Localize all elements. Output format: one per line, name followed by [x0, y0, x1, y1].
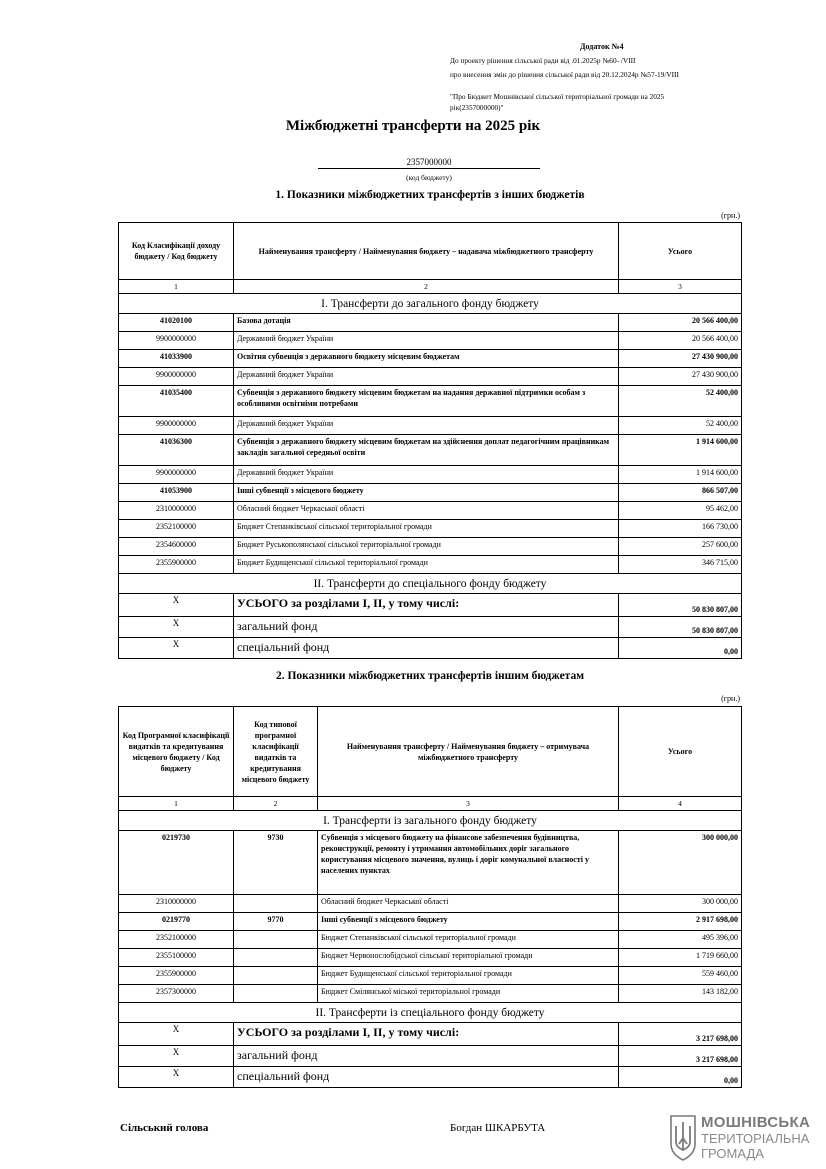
table-row	[119, 484, 742, 502]
table-row	[119, 417, 742, 435]
page-title: Міжбюджетні трансферти на 2025 рік	[285, 118, 541, 134]
header-line-4: рік(2357000000)"	[450, 103, 504, 112]
t2-part1-header: I. Трансферти із загального фонду бюджету	[119, 811, 742, 831]
total-value: 50 830 807,00	[619, 617, 742, 638]
row-name: Обласний бюджет Черкаської області	[234, 502, 619, 520]
table-row	[119, 931, 742, 949]
row-code: 2352100000	[119, 520, 234, 538]
row-total: 559 460,00	[619, 967, 742, 985]
table-row	[119, 386, 742, 417]
row-code: 41033900	[119, 350, 234, 368]
total-value: 3 217 698,00	[619, 1046, 742, 1067]
table-row	[119, 368, 742, 386]
incoming-transfers-table	[118, 222, 742, 659]
t1-part1-header: I. Трансферти до загального фонду бюджету	[119, 294, 742, 314]
t2-colnum: 3	[318, 797, 619, 811]
total-row	[119, 1067, 742, 1088]
section2-title: 2. Показники міжбюджетних трансфертів іншим бюджетам	[275, 670, 585, 682]
total-value: 0,00	[619, 638, 742, 659]
row-program-code: 2357300000	[119, 985, 234, 1003]
t2-colnum: 1	[119, 797, 234, 811]
row-name: Бюджет Будищенської сільської територіальної громади	[234, 556, 619, 574]
header-line-2: про внесення змін до рішення сільської ради від 20.12.2024р №57-19/VIII	[450, 70, 679, 79]
budget-code-caption: (код бюджету)	[406, 173, 452, 182]
table-row	[119, 967, 742, 985]
row-code: 2355900000	[119, 556, 234, 574]
row-total: 166 730,00	[619, 520, 742, 538]
row-total: 866 507,00	[619, 484, 742, 502]
row-name: Бюджет Степанківської сільської територіальної громади	[234, 520, 619, 538]
table-row	[119, 949, 742, 967]
row-name: Бюджет Руськополянської сільської територіальної громади	[234, 538, 619, 556]
row-type-code	[234, 895, 318, 913]
row-total: 143 182,00	[619, 985, 742, 1003]
total-x: X	[119, 617, 234, 638]
row-total: 27 430 900,00	[619, 350, 742, 368]
table-row	[119, 502, 742, 520]
t1-part2-header: II. Трансферти до спеціального фонду бюджету	[119, 574, 742, 594]
row-total: 1 914 600,00	[619, 466, 742, 484]
row-total: 257 600,00	[619, 538, 742, 556]
total-x: X	[119, 1046, 234, 1067]
row-name: Державний бюджет України	[234, 466, 619, 484]
logo-line-2: ТЕРИТОРІАЛЬНА	[701, 1131, 810, 1146]
row-total: 300 000,00	[619, 831, 742, 895]
row-name: Субвенція з державного бюджету місцевим бюджетам на здійснення доплат педагогічним працівникам закладів загальної середньої освіти	[234, 435, 619, 466]
trident-icon	[668, 1114, 698, 1162]
part2-row	[119, 1003, 742, 1023]
row-total: 495 396,00	[619, 931, 742, 949]
annex-label: Додаток №4	[580, 42, 624, 51]
total-label: спеціальний фонд	[234, 1067, 619, 1088]
row-code: 41035400	[119, 386, 234, 417]
total-row	[119, 617, 742, 638]
section2-unit: (грн.)	[721, 694, 740, 703]
row-type-code: 9770	[234, 913, 318, 931]
total-value: 3 217 698,00	[619, 1023, 742, 1046]
table-row	[119, 314, 742, 332]
table-row	[119, 895, 742, 913]
total-row	[119, 638, 742, 659]
outgoing-transfers-table	[118, 706, 742, 1088]
total-label: загальний фонд	[234, 1046, 619, 1067]
row-name: Субвенція з місцевого бюджету на фінансове забезпечення будівництва, реконструкції, ремонту і утримання автомобільних доріг загального користування місцевого значення, вулиць і доріг комунальної власності у населених пунктах	[318, 831, 619, 895]
budget-code: 2357000000	[318, 157, 540, 169]
row-code: 9900000000	[119, 332, 234, 350]
row-code: 2310000000	[119, 502, 234, 520]
total-x: X	[119, 1023, 234, 1046]
row-total: 2 917 698,00	[619, 913, 742, 931]
row-name: Бюджет Смілянської міської територіальної громади	[318, 985, 619, 1003]
table-row	[119, 435, 742, 466]
t2-header-name: Найменування трансферту / Найменування бюджету – отримувача міжбюджетного трансферту	[318, 707, 619, 797]
row-name: Інші субвенції з місцевого бюджету	[234, 484, 619, 502]
t1-colnum: 2	[234, 280, 619, 294]
table-row	[119, 538, 742, 556]
signature-position: Сільський голова	[120, 1122, 209, 1134]
row-total: 300 000,00	[619, 895, 742, 913]
row-type-code	[234, 931, 318, 949]
total-x: X	[119, 594, 234, 617]
row-code: 9900000000	[119, 417, 234, 435]
table-row	[119, 466, 742, 484]
total-row	[119, 594, 742, 617]
t2-part2-header: II. Трансферти із спеціального фонду бюджету	[119, 1003, 742, 1023]
section1-unit: (грн.)	[721, 211, 740, 220]
row-total: 20 566 400,00	[619, 332, 742, 350]
row-total: 1 914 600,00	[619, 435, 742, 466]
t1-header-code: Код Класифікації доходу бюджету / Код бюджету	[119, 223, 234, 280]
row-name: Державний бюджет України	[234, 332, 619, 350]
total-x: X	[119, 1067, 234, 1088]
t2-header-total: Усього	[619, 707, 742, 797]
row-program-code: 0219730	[119, 831, 234, 895]
row-program-code: 0219770	[119, 913, 234, 931]
total-label: УСЬОГО за розділами I, II, у тому числі:	[234, 1023, 619, 1046]
t1-colnum: 3	[619, 280, 742, 294]
row-type-code	[234, 985, 318, 1003]
row-total: 52 400,00	[619, 417, 742, 435]
total-label: спеціальний фонд	[234, 638, 619, 659]
t2-header-type-code: Код типової програмної класифікації видатків та кредитування місцевого бюджету	[234, 707, 318, 797]
row-total: 95 462,00	[619, 502, 742, 520]
row-type-code: 9730	[234, 831, 318, 895]
total-value: 0,00	[619, 1067, 742, 1088]
total-row	[119, 1046, 742, 1067]
row-type-code	[234, 949, 318, 967]
row-name: Субвенція з державного бюджету місцевим бюджетам на надання державної підтримки особам з особливими освітніми потребами	[234, 386, 619, 417]
table-row	[119, 332, 742, 350]
row-name: Обласний бюджет Черкаської області	[318, 895, 619, 913]
table-row	[119, 556, 742, 574]
row-code: 9900000000	[119, 368, 234, 386]
section1-title: 1. Показники міжбюджетних трансфертів з інших бюджетів	[275, 189, 585, 201]
header-line-3: "Про Бюджет Мошнівської сільської територіальної громади на 2025	[450, 92, 665, 101]
row-type-code	[234, 967, 318, 985]
table-row	[119, 520, 742, 538]
row-program-code: 2355100000	[119, 949, 234, 967]
total-value: 50 830 807,00	[619, 594, 742, 617]
row-name: Бюджет Степанківської сільської територіальної громади	[318, 931, 619, 949]
row-total: 20 566 400,00	[619, 314, 742, 332]
row-total: 52 400,00	[619, 386, 742, 417]
row-code: 9900000000	[119, 466, 234, 484]
row-total: 346 715,00	[619, 556, 742, 574]
t1-header-name: Найменування трансферту / Найменування бюджету – надавача міжбюджетного трансферту	[234, 223, 619, 280]
logo-line-3: ГРОМАДА	[701, 1146, 764, 1161]
signature-name: Богдан ШКАРБУТА	[450, 1122, 546, 1134]
row-total: 1 719 660,00	[619, 949, 742, 967]
row-name: Бюджет Червонослобідської сільської територіальної громади	[318, 949, 619, 967]
row-name: Базова дотація	[234, 314, 619, 332]
t1-header-total: Усього	[619, 223, 742, 280]
row-program-code: 2310000000	[119, 895, 234, 913]
community-logo	[668, 1112, 818, 1164]
row-name: Бюджет Будищенської сільської територіальної громади	[318, 967, 619, 985]
row-total: 27 430 900,00	[619, 368, 742, 386]
row-code: 41020100	[119, 314, 234, 332]
row-program-code: 2352100000	[119, 931, 234, 949]
total-x: X	[119, 638, 234, 659]
row-name: Державний бюджет України	[234, 417, 619, 435]
t2-colnum: 4	[619, 797, 742, 811]
row-code: 41053900	[119, 484, 234, 502]
t2-header-program-code: Код Програмної класифікації видатків та кредитування місцевого бюджету / Код бюджету	[119, 707, 234, 797]
row-name: Інші субвенції з місцевого бюджету	[318, 913, 619, 931]
total-row	[119, 1023, 742, 1046]
logo-line-1: МОШНІВСЬКА	[701, 1114, 811, 1131]
row-code: 41036300	[119, 435, 234, 466]
header-line-1: До проекту рішення сільської ради від .01.2025р №60- /VIII	[450, 56, 636, 65]
table-row	[119, 913, 742, 931]
t1-colnum: 1	[119, 280, 234, 294]
part2-row	[119, 574, 742, 594]
row-program-code: 2355900000	[119, 967, 234, 985]
row-name: Державний бюджет України	[234, 368, 619, 386]
t2-colnum: 2	[234, 797, 318, 811]
table-row	[119, 831, 742, 895]
row-name: Освітня субвенція з державного бюджету місцевим бюджетам	[234, 350, 619, 368]
row-code: 2354600000	[119, 538, 234, 556]
total-label: УСЬОГО за розділами I, II, у тому числі:	[234, 594, 619, 617]
table-row	[119, 350, 742, 368]
table-row	[119, 985, 742, 1003]
total-label: загальний фонд	[234, 617, 619, 638]
